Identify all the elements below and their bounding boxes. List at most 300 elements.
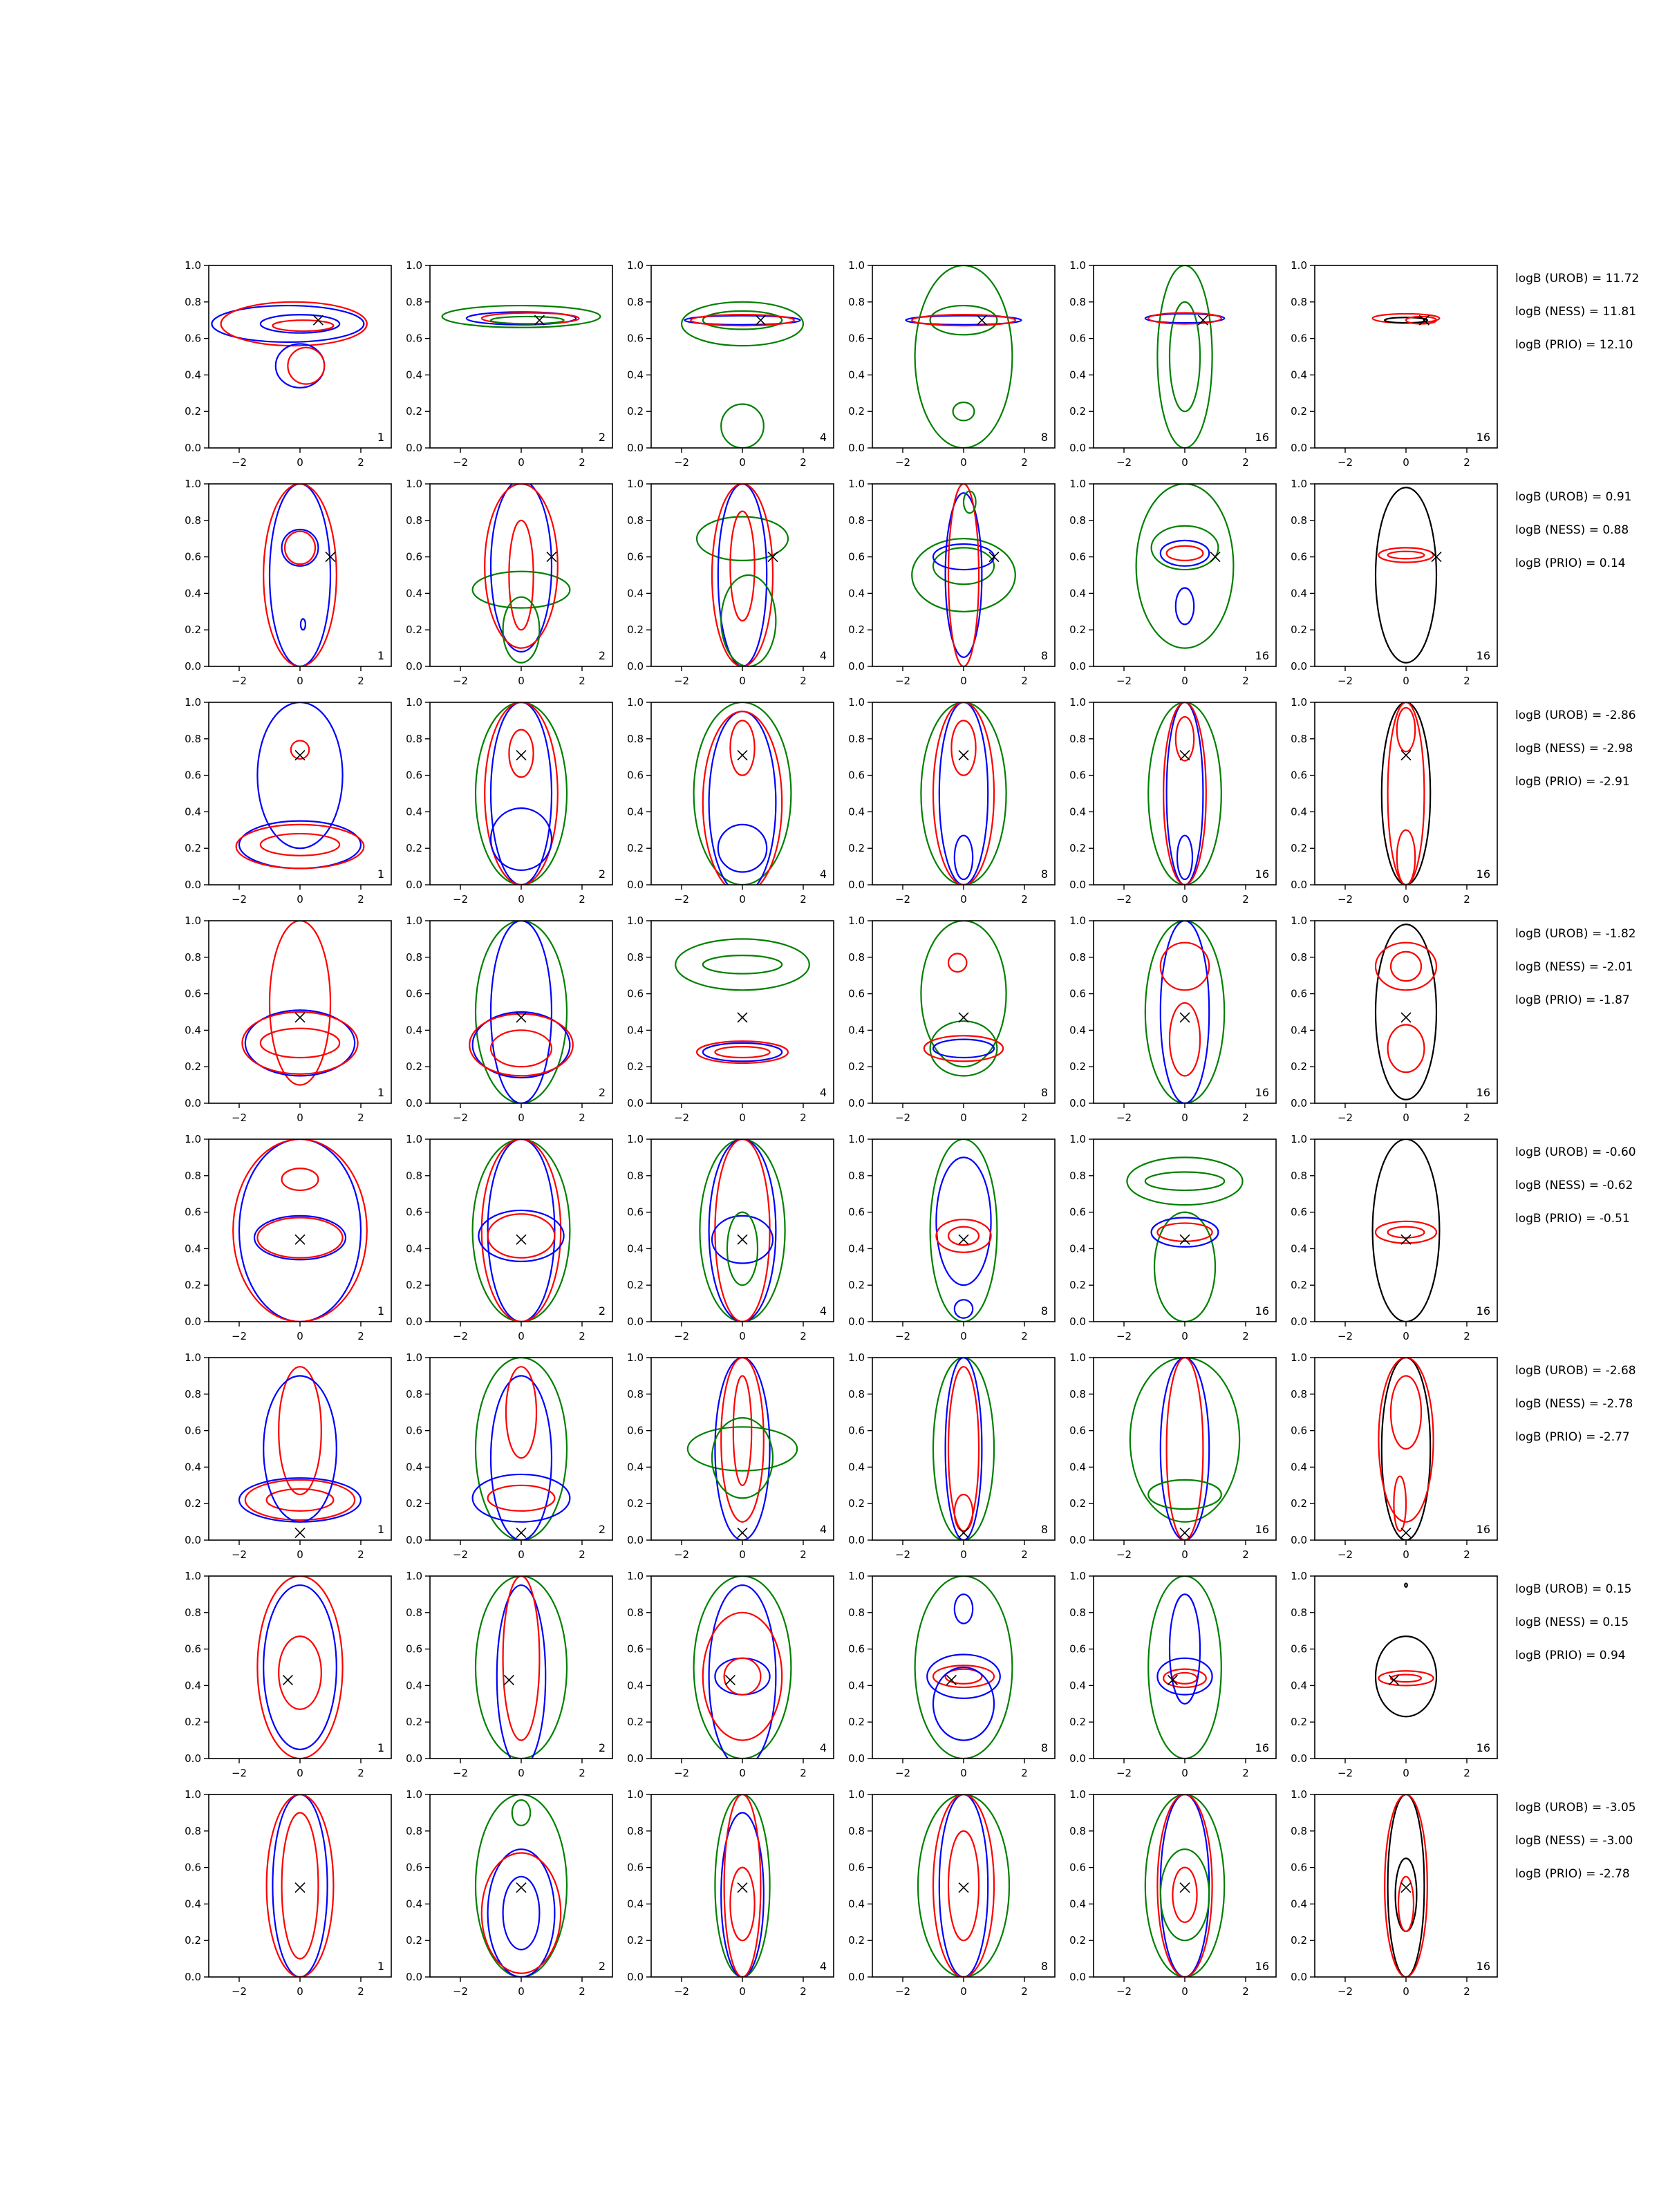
bayes-factor-label: logB (UROB) = 11.72 — [1515, 272, 1640, 285]
contour-green — [953, 402, 975, 420]
y-tick-label: 0.2 — [848, 624, 865, 637]
contour-green — [675, 939, 809, 990]
contour-green — [1170, 302, 1200, 411]
y-tick-label: 1.0 — [627, 915, 644, 927]
y-tick-label: 1.0 — [848, 915, 865, 927]
x-tick-label: −2 — [452, 456, 469, 469]
x-tick-label: 0 — [518, 675, 525, 687]
contour-green — [921, 921, 1006, 1067]
bayes-factor-label: logB (UROB) = -2.68 — [1515, 1364, 1636, 1378]
bayes-factor-label: logB (PRIO) = -2.78 — [1515, 1867, 1630, 1881]
panel-r1-c2 — [406, 259, 612, 469]
panel-label: 2 — [598, 1741, 606, 1754]
y-tick-label: 0.8 — [406, 732, 422, 745]
y-tick-label: 0.4 — [185, 1897, 201, 1911]
y-tick-label: 0.0 — [1291, 1315, 1307, 1328]
y-tick-label: 0.4 — [406, 1242, 422, 1255]
panel-label: 16 — [1255, 431, 1269, 444]
y-tick-label: 0.2 — [627, 624, 644, 637]
contour-red — [488, 1485, 555, 1511]
y-tick-label: 0.6 — [627, 1424, 644, 1437]
x-tick-label: 2 — [1242, 893, 1249, 906]
panel-r1-c6 — [1291, 259, 1497, 469]
y-tick-label: 0.4 — [406, 1024, 422, 1037]
contour-blue — [946, 493, 982, 657]
x-tick-label: −2 — [894, 456, 911, 469]
y-tick-label: 0.8 — [406, 295, 422, 308]
bayes-factor-label: logB (NESS) = 0.15 — [1515, 1615, 1629, 1629]
y-tick-label: 0.4 — [848, 1461, 865, 1474]
x-tick-label: −2 — [1116, 1767, 1132, 1779]
y-tick-label: 0.4 — [1069, 1897, 1086, 1911]
axes-frame — [1315, 921, 1497, 1103]
contour-group — [469, 921, 573, 1103]
truth-marker — [1401, 1883, 1411, 1893]
contour-red — [282, 1812, 319, 1958]
contour-group — [1385, 1794, 1427, 1977]
contour-red — [1394, 1477, 1406, 1531]
panel-r4-c2 — [406, 915, 612, 1124]
truth-marker — [959, 751, 968, 760]
contour-blue — [955, 1300, 973, 1318]
contour-green — [721, 575, 776, 666]
contour-red — [506, 1367, 536, 1458]
x-tick-label: −2 — [1337, 675, 1353, 687]
x-tick-label: 0 — [960, 1548, 967, 1561]
contour-green — [700, 1139, 785, 1322]
y-tick-label: 1.0 — [848, 1570, 865, 1582]
x-tick-label: 0 — [297, 456, 303, 469]
y-tick-label: 0.2 — [1291, 1279, 1307, 1292]
x-tick-label: 0 — [297, 1330, 303, 1342]
truth-marker — [1180, 751, 1190, 760]
axes-frame — [651, 702, 834, 885]
contour-blue — [282, 529, 319, 566]
contour-group — [1376, 924, 1436, 1099]
y-tick-label: 0.6 — [1291, 1861, 1307, 1874]
y-tick-label: 0.0 — [1291, 1752, 1307, 1765]
x-tick-label: 0 — [1181, 1985, 1188, 1998]
x-tick-label: 2 — [800, 456, 807, 469]
y-tick-label: 1.0 — [1069, 915, 1086, 927]
panel-r8-c3 — [627, 1788, 834, 1998]
y-tick-label: 0.2 — [848, 405, 865, 418]
x-tick-label: −2 — [894, 1548, 911, 1561]
contour-black — [1373, 1139, 1440, 1322]
x-tick-label: 2 — [1463, 1548, 1470, 1561]
y-tick-label: 0.2 — [627, 405, 644, 418]
axes-frame — [651, 921, 834, 1103]
y-tick-label: 0.8 — [1069, 950, 1086, 964]
y-tick-label: 1.0 — [185, 915, 201, 927]
x-tick-label: 0 — [960, 1985, 967, 1998]
panel-r3-c5 — [1069, 696, 1276, 906]
contour-green — [1148, 1576, 1221, 1759]
y-tick-label: 0.6 — [848, 1424, 865, 1437]
x-tick-label: 2 — [800, 1112, 807, 1124]
x-tick-label: 0 — [518, 1767, 525, 1779]
contour-red — [270, 921, 330, 1085]
y-tick-label: 0.2 — [406, 405, 422, 418]
contour-red — [482, 1139, 561, 1322]
panel-r7-c5 — [1069, 1570, 1276, 1779]
panel-r4-c4 — [848, 915, 1055, 1124]
contour-green — [1161, 1849, 1209, 1940]
y-tick-label: 0.2 — [1291, 1716, 1307, 1729]
y-tick-label: 0.0 — [848, 442, 865, 454]
panel-r3-c1 — [185, 696, 391, 906]
y-tick-label: 1.0 — [1069, 696, 1086, 709]
y-tick-label: 1.0 — [185, 1133, 201, 1145]
panel-r6-c4 — [848, 1351, 1055, 1561]
contour-red — [245, 1480, 355, 1520]
panel-r6-c5 — [1069, 1351, 1276, 1561]
contour-blue — [1161, 541, 1209, 566]
truth-marker — [977, 315, 986, 325]
contour-red — [1172, 1868, 1197, 1922]
contour-group — [1148, 702, 1221, 885]
panel-label: 8 — [1040, 868, 1048, 881]
y-tick-label: 0.6 — [848, 1861, 865, 1874]
bayes-factors-row-4 — [1515, 927, 1636, 1007]
x-tick-label: −2 — [452, 675, 469, 687]
bayes-factors-row-1 — [1515, 272, 1639, 352]
x-tick-label: 2 — [1463, 893, 1470, 906]
bayes-factor-label: logB (NESS) = -3.00 — [1515, 1834, 1633, 1848]
panel-label: 4 — [819, 1741, 827, 1754]
contour-green — [512, 1800, 530, 1826]
contour-group — [257, 1576, 342, 1759]
y-tick-label: 0.8 — [627, 1606, 644, 1619]
y-tick-label: 1.0 — [1291, 259, 1307, 272]
contour-group — [442, 306, 601, 328]
y-tick-label: 0.6 — [406, 1861, 422, 1874]
x-tick-label: 2 — [357, 893, 364, 906]
x-tick-label: 0 — [960, 675, 967, 687]
x-tick-label: 0 — [1181, 1548, 1188, 1561]
y-tick-label: 0.4 — [1291, 1024, 1307, 1037]
x-tick-label: 2 — [357, 1985, 364, 1998]
contour-red — [257, 1218, 342, 1258]
panel-r6-c3 — [627, 1351, 834, 1561]
contour-black — [1382, 702, 1430, 885]
panel-label: 4 — [819, 1086, 827, 1099]
contour-group — [1145, 921, 1224, 1103]
contour-red — [285, 532, 315, 565]
y-tick-label: 0.6 — [406, 1206, 422, 1219]
contour-red — [948, 1831, 979, 1940]
y-tick-label: 0.6 — [1069, 987, 1086, 1000]
panel-r1-c4 — [848, 259, 1055, 469]
x-tick-label: 2 — [357, 675, 364, 687]
y-tick-label: 0.0 — [185, 1752, 201, 1765]
x-tick-label: 2 — [1021, 456, 1028, 469]
panel-r5-c5 — [1069, 1133, 1276, 1342]
panel-r7-c4 — [848, 1570, 1055, 1779]
contour-green — [918, 1794, 1009, 1977]
contour-blue — [933, 1667, 994, 1741]
y-tick-label: 1.0 — [185, 259, 201, 272]
y-tick-label: 0.8 — [1069, 1169, 1086, 1182]
bayes-factor-label: logB (NESS) = -2.98 — [1515, 742, 1633, 756]
contour-group — [688, 1358, 797, 1540]
y-tick-label: 0.4 — [185, 1242, 201, 1255]
contour-group — [921, 921, 1006, 1076]
y-tick-label: 0.4 — [185, 587, 201, 600]
contour-group — [476, 1576, 567, 1768]
y-tick-label: 0.8 — [406, 1169, 422, 1182]
axes-frame — [1094, 1139, 1276, 1322]
y-tick-label: 0.8 — [185, 1606, 201, 1619]
y-tick-label: 0.8 — [406, 1606, 422, 1619]
y-tick-label: 0.4 — [406, 587, 422, 600]
contour-green — [715, 1794, 769, 1977]
x-tick-label: 0 — [739, 1330, 746, 1342]
y-tick-label: 0.0 — [406, 442, 422, 454]
y-tick-label: 0.8 — [1291, 295, 1307, 308]
y-tick-label: 0.6 — [1291, 1642, 1307, 1656]
x-tick-label: 0 — [518, 893, 525, 906]
panel-label: 2 — [598, 431, 606, 444]
x-tick-label: 2 — [1242, 675, 1249, 687]
contour-blue — [1157, 1658, 1212, 1695]
x-tick-label: 0 — [1403, 1985, 1409, 1998]
y-tick-label: 1.0 — [627, 1133, 644, 1145]
axes-frame — [1315, 702, 1497, 885]
y-tick-label: 0.0 — [185, 879, 201, 891]
x-tick-label: −2 — [673, 456, 690, 469]
y-tick-label: 0.2 — [406, 624, 422, 637]
y-tick-label: 0.2 — [185, 1716, 201, 1729]
contour-red — [267, 1489, 334, 1511]
panel-r7-c2 — [406, 1570, 612, 1779]
axes-frame — [1094, 1794, 1276, 1977]
contour-blue — [939, 1794, 988, 1977]
axes-frame — [1315, 1794, 1497, 1977]
y-tick-label: 1.0 — [406, 478, 422, 490]
contour-group — [242, 921, 357, 1085]
contour-green — [1145, 1172, 1224, 1190]
x-tick-label: 2 — [1021, 1767, 1028, 1779]
y-tick-label: 0.6 — [406, 550, 422, 563]
y-tick-label: 0.8 — [848, 295, 865, 308]
x-tick-label: −2 — [452, 1548, 469, 1561]
x-tick-label: 2 — [357, 1330, 364, 1342]
x-tick-label: 0 — [1403, 893, 1409, 906]
y-tick-label: 0.0 — [185, 1097, 201, 1109]
x-tick-label: 0 — [1403, 675, 1409, 687]
contour-group — [267, 1794, 334, 1977]
y-tick-label: 0.0 — [185, 1971, 201, 1983]
x-tick-label: −2 — [231, 1985, 247, 1998]
x-tick-label: 0 — [1403, 1767, 1409, 1779]
y-tick-label: 1.0 — [627, 1788, 644, 1801]
panel-r2-c1 — [185, 478, 391, 687]
panel-r5-c2 — [406, 1133, 612, 1342]
axes-frame — [430, 484, 612, 666]
x-tick-label: −2 — [1116, 456, 1132, 469]
y-tick-label: 0.8 — [627, 295, 644, 308]
contour-blue — [488, 1139, 555, 1322]
axes-frame — [651, 265, 834, 448]
y-tick-label: 0.4 — [406, 1679, 422, 1692]
panel-label: 16 — [1255, 1304, 1269, 1318]
y-tick-label: 0.6 — [848, 769, 865, 782]
x-tick-label: 0 — [297, 1548, 303, 1561]
contour-red — [1378, 547, 1433, 562]
contour-red — [730, 1868, 754, 1941]
truth-marker — [295, 1013, 305, 1022]
panel-r8-c1 — [185, 1788, 391, 1998]
panel-label: 1 — [377, 1304, 384, 1318]
y-tick-label: 0.8 — [1069, 1824, 1086, 1837]
contour-red — [236, 825, 364, 868]
y-tick-label: 0.2 — [185, 1060, 201, 1074]
axes-frame — [209, 265, 391, 448]
contour-red — [1378, 1671, 1433, 1685]
y-tick-label: 0.2 — [848, 842, 865, 855]
y-tick-label: 0.0 — [406, 1097, 422, 1109]
contour-red — [1388, 1024, 1425, 1072]
y-tick-label: 0.2 — [1291, 1934, 1307, 1947]
x-tick-label: 2 — [1021, 675, 1028, 687]
axes-frame — [430, 1139, 612, 1322]
contour-group — [473, 480, 570, 663]
y-tick-label: 0.2 — [627, 1716, 644, 1729]
x-tick-label: 0 — [1181, 456, 1188, 469]
y-tick-label: 0.4 — [627, 1242, 644, 1255]
y-tick-label: 0.2 — [406, 1060, 422, 1074]
y-tick-label: 0.6 — [185, 332, 201, 345]
y-tick-label: 1.0 — [627, 1570, 644, 1582]
y-tick-label: 0.0 — [406, 1534, 422, 1546]
bayes-factor-label: logB (UROB) = -2.86 — [1515, 709, 1636, 722]
contour-blue — [927, 1655, 1000, 1698]
y-tick-label: 0.8 — [848, 1606, 865, 1619]
x-tick-label: −2 — [894, 1767, 911, 1779]
x-tick-label: −2 — [452, 893, 469, 906]
x-tick-label: 2 — [579, 1767, 585, 1779]
bayes-factor-label: logB (PRIO) = 0.14 — [1515, 556, 1626, 570]
y-tick-label: 0.8 — [1291, 950, 1307, 964]
y-tick-label: 0.6 — [1069, 1642, 1086, 1656]
panel-label: 1 — [377, 1086, 384, 1099]
x-tick-label: 0 — [739, 1767, 746, 1779]
x-tick-label: 0 — [297, 1767, 303, 1779]
panel-label: 16 — [1476, 868, 1490, 881]
x-tick-label: −2 — [673, 893, 690, 906]
panel-r7-c1 — [185, 1570, 391, 1779]
y-tick-label: 0.8 — [1069, 732, 1086, 745]
y-tick-label: 1.0 — [1291, 1788, 1307, 1801]
y-tick-label: 0.2 — [406, 1497, 422, 1510]
x-tick-label: 0 — [960, 1112, 967, 1124]
y-tick-label: 0.6 — [1069, 1861, 1086, 1874]
panel-label: 8 — [1040, 1523, 1048, 1536]
bayes-factor-label: logB (PRIO) = -2.77 — [1515, 1430, 1630, 1444]
y-tick-label: 0.0 — [848, 1097, 865, 1109]
panel-label: 1 — [377, 431, 384, 444]
y-tick-label: 1.0 — [1069, 478, 1086, 490]
contour-red — [1157, 1794, 1212, 1977]
panel-label: 1 — [377, 1741, 384, 1754]
y-tick-label: 0.2 — [1069, 1497, 1086, 1510]
y-tick-label: 0.4 — [1291, 1679, 1307, 1692]
contour-red — [1385, 1794, 1427, 1977]
y-tick-label: 0.6 — [848, 1206, 865, 1219]
x-tick-label: 2 — [357, 1767, 364, 1779]
y-tick-label: 1.0 — [406, 259, 422, 272]
contour-red — [279, 1367, 321, 1494]
y-tick-label: 0.6 — [406, 332, 422, 345]
contour-red — [730, 512, 754, 621]
y-tick-label: 0.6 — [627, 987, 644, 1000]
axes-frame — [872, 1794, 1055, 1977]
contour-blue — [955, 836, 973, 879]
x-tick-label: 0 — [960, 1767, 967, 1779]
x-tick-label: −2 — [1116, 1330, 1132, 1342]
contour-black — [1376, 1636, 1436, 1716]
y-tick-label: 0.8 — [1291, 514, 1307, 527]
x-tick-label: −2 — [1116, 893, 1132, 906]
y-tick-label: 0.0 — [185, 660, 201, 673]
y-tick-label: 0.2 — [406, 1716, 422, 1729]
truth-marker — [738, 751, 747, 760]
truth-marker — [1180, 1013, 1190, 1022]
contour-group — [918, 1794, 1009, 1977]
bayes-factors-row-5 — [1515, 1145, 1636, 1226]
y-tick-label: 0.2 — [1291, 1060, 1307, 1074]
contour-green — [933, 1358, 994, 1540]
panel-r8-c2 — [406, 1788, 612, 1998]
x-tick-label: −2 — [894, 893, 911, 906]
y-tick-label: 1.0 — [1069, 1788, 1086, 1801]
y-tick-label: 0.8 — [185, 950, 201, 964]
contour-red — [263, 484, 337, 666]
panel-r7-c3 — [627, 1570, 834, 1779]
y-tick-label: 1.0 — [1291, 1351, 1307, 1364]
y-tick-label: 0.2 — [627, 1497, 644, 1510]
contour-group — [912, 484, 1015, 666]
y-tick-label: 0.2 — [185, 1497, 201, 1510]
contour-red — [488, 1214, 555, 1257]
contour-black — [1388, 1794, 1425, 1977]
contour-red — [951, 720, 975, 775]
truth-marker — [1401, 1013, 1411, 1022]
y-tick-label: 1.0 — [185, 1351, 201, 1364]
axes-frame — [430, 265, 612, 448]
y-tick-label: 0.4 — [185, 1461, 201, 1474]
y-tick-label: 1.0 — [1069, 259, 1086, 272]
contour-red — [1388, 702, 1425, 885]
truth-marker — [516, 1528, 526, 1537]
y-tick-label: 0.0 — [185, 1534, 201, 1546]
y-tick-label: 0.0 — [406, 1971, 422, 1983]
contour-red — [1167, 546, 1203, 561]
x-tick-label: 0 — [960, 893, 967, 906]
contour-black — [1405, 1584, 1407, 1587]
x-tick-label: 2 — [579, 1985, 585, 1998]
x-tick-label: 0 — [518, 1330, 525, 1342]
x-tick-label: 0 — [1181, 675, 1188, 687]
y-tick-label: 0.8 — [185, 732, 201, 745]
x-tick-label: −2 — [452, 1985, 469, 1998]
y-tick-label: 1.0 — [627, 696, 644, 709]
contour-group — [715, 1794, 769, 1977]
y-tick-label: 0.2 — [627, 842, 644, 855]
contour-group — [694, 1576, 791, 1768]
y-tick-label: 1.0 — [848, 696, 865, 709]
